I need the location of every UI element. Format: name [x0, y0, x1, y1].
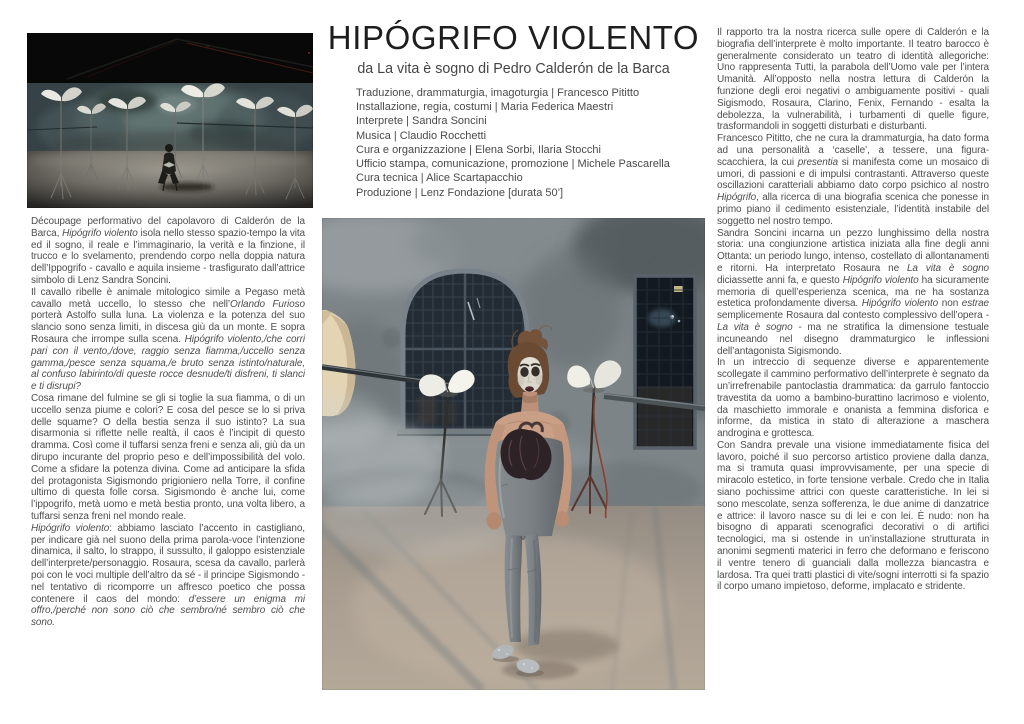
paragraph: Sandra Soncini incarna un pezzo lunghissimo della nostra storia: una congiunzione artistica iniziata alla fine degli anni Ottanta: un periodo lungo, intenso, costellato di allontanamenti e ritorni. Ha interpretato Rosaura ne La vita è sogno diciassette anni fa, e questo Hipógrifo violento ha sicuramente memoria di quell’esperienza scenica, ma ne ha sostanza estetica profondamente diversa. Hipógrifo violento non estrae semplicemente Rosaura dal contesto complessivo dell’opera - La vita è sogno - ma ne stratifica la dimensione testuale incuneando nel disegno drammaturgico le inflessioni dell’antagonista Sigismondo. — [717, 227, 990, 357]
title-block — [322, 20, 705, 200]
stage-ceiling — [27, 33, 313, 83]
performer-photo — [322, 218, 705, 690]
subtitle: da La vita è sogno di Pedro Calderón de la Barca — [357, 60, 670, 77]
page-title: HIPÓGRIFO VIOLENTO — [327, 19, 700, 56]
credit-line: Interprete | Sandra Soncini — [356, 115, 487, 128]
paragraph: Découpage performativo del capolavoro di Calderón de la Barca, Hipógrifo violento isola nello stesso spazio-tempo la vita ed il sogno, il reale e l’immaginario, la verità e la finzione, il trucco e lo svelamento, prendendo corpo nella doppia natura dell’Ippogrifo - cavallo e aquila insieme - trasfigurato dall’attrice simbolo di Lenz Sandra Soncini. — [31, 216, 306, 286]
credit-line: Musica | Claudio Rocchetti — [356, 129, 487, 142]
paragraph: Con Sandra prevale una visione immediatamente fisica del lavoro, poiché il suo percorso artistico proviene dalla danza, ma si tramuta quasi improvvisamente, per una specie di miracolo estetico, in forte tensione verbale. Credo che in Italia siano pochissime attrici con queste caratteristiche. In lei si sono mescolate, senza sofferenza, le due anime di danzatrice e attrice: il lavoro nasce su di lei e con lei. È nudo: non ha bisogno di apparati scenografici decorativi o di artifici tecnologici, ma si ostende in un’installazione strutturata in anonimi segmenti materici in ferro che deformano e feriscono il ventre tenero di guanciali dalla mollezza biancastra e lardosa. Tra quei tratti plastici di vite/sogni interrotti si fa spazio il corpo umano impietoso, deforme, implacato e stridente. — [717, 439, 989, 593]
paragraph: Il cavallo ribelle è animale mitologico simile a Pegaso metà cavallo metà uccello, lo stesso che nell’Orlando Furioso porterà Astolfo sulla luna. La violenza e la potenza del suo slancio sono senza limiti, in discesa giù da un monte. E sopra Rosaura che irrompe sulla scena. Hipógrifo violento,/che corri pari con il vento,/dove, raggio senza fiamma,/uccello senza gamma,/pesce senza squama,/e bruto senza istinto/naturale, al confuso labirinto/di queste rocce desnude/ti disfreni, ti slanci e ti disrupi? — [31, 286, 305, 393]
installation-photo — [27, 33, 313, 208]
credit-line: Cura e organizzazione | Elena Sorbi, Ilaria Stocchi — [356, 143, 601, 156]
paragraph: Cosa rimane del fulmine se gli si toglie la sua fiamma, o di un uccello senza piume e colori? E cosa del pesce se lo si priva delle squame? O della bestia senza il suo istinto? La sua disarmonia si riflette nelle realtà, il caos è l’incipit di questo dramma. Così come il tuffarsi senza freni e senza ali, giù da un dirupo incurante del proprio peso e dell’impossibilità del volo. Come a sfidare la potenza divina. Come ad anticipare la sfida del protagonista Sigismondo prigioniero nella Torre, il confine ultimo di questa folle corsa. Sigismondo è anche lui, come l’ippogrifo, metà uomo e metà bestia pronto, una volta libero, a tuffarsi senza freni nel mondo reale. — [31, 392, 305, 522]
credit-line: Traduzione, drammaturgia, imagoturgia | Francesco Pititto — [356, 86, 640, 99]
performer-floor-shadow — [502, 661, 578, 679]
credit-line: Cura tecnica | Alice Scartapacchio — [356, 172, 523, 185]
paragraph: In un intreccio di sequenze diverse e apparentemente scollegate il cammino performativo dell’interprete è segnato da un’irrefrenabile pantoclastia drammatica: da garrulo fantoccio travestita da uomo a bambino-burattino lacrimoso e violento, da maschietto immorale e onanista a femmina disforica e informe, da mistica in stato di alterazione a maschera androgina e grottesca. — [717, 357, 989, 440]
performer-painted-face — [518, 357, 543, 393]
paragraph: Francesco Pititto, che ne cura la drammaturgia, ha dato forma ad una personalità a ‘caselle’, a tessere, una figura-scacchiera, la cui presentia si manifesta come un mosaico di umori, di passioni e di impulsi contrastanti. Attraverso queste oscillazioni caratteriali abbiamo dato corpo psichico al nostro Hipógrifo, alla ricerca di una biografia scenica che ponesse in primo piano il cedimento esistenziale, l’identità instabile del soggetto nel nostro tempo. — [717, 133, 989, 227]
credit-line: Ufficio stampa, comunicazione, promozione | Michele Pascarella — [356, 158, 670, 171]
paragraph: Il rapporto tra la nostra ricerca sulle opere di Calderón e la biografia dell’interprete è molto importante. Il teatro barocco è generalmente considerato un teatro di identità allegoriche: Uno rappresenta Tutti, la parabola dell’Uomo vale per l’intera Umanità. All’opposto nella nostra lettura di Calderón la funzione degli eroi negativi o ambiguamente positivi - quali Sigismodo, Rosaura, Clarino, Fenix, Fernando - esalta la debolezza, la vulnerabilità, i turbamenti di quelle figure, trasformandoli in soggetti disturbati e disturbanti. — [717, 27, 989, 133]
right-text-column — [717, 27, 989, 593]
credits-list — [322, 86, 705, 200]
right-window — [635, 276, 695, 448]
credit-line: Installazione, regia, costumi | Maria Federica Maestri — [356, 100, 614, 113]
left-text-column — [31, 216, 305, 629]
paragraph: Hipógrifo violento: abbiamo lasciato l’accento in castigliano, per indicare già nel suono della prima parola-voce l’intenzione dinamica, il salto, lo strappo, il sussulto, il galoppo esistenziale dell’interprete/personaggio. Rosaura, scesa da cavallo, parlerà poi con le voci multiple dell’altro da sé - il principe Sigismondo - nel tentativo di ricomporre un affresco poetico che possa contenere il caos del mondo: d’essere un enigma mi offro,/perché non sono ciò che sembro/né sembro ciò che sono. — [31, 522, 305, 629]
credit-line: Produzione | Lenz Fondazione [durata 50’] — [356, 186, 564, 199]
